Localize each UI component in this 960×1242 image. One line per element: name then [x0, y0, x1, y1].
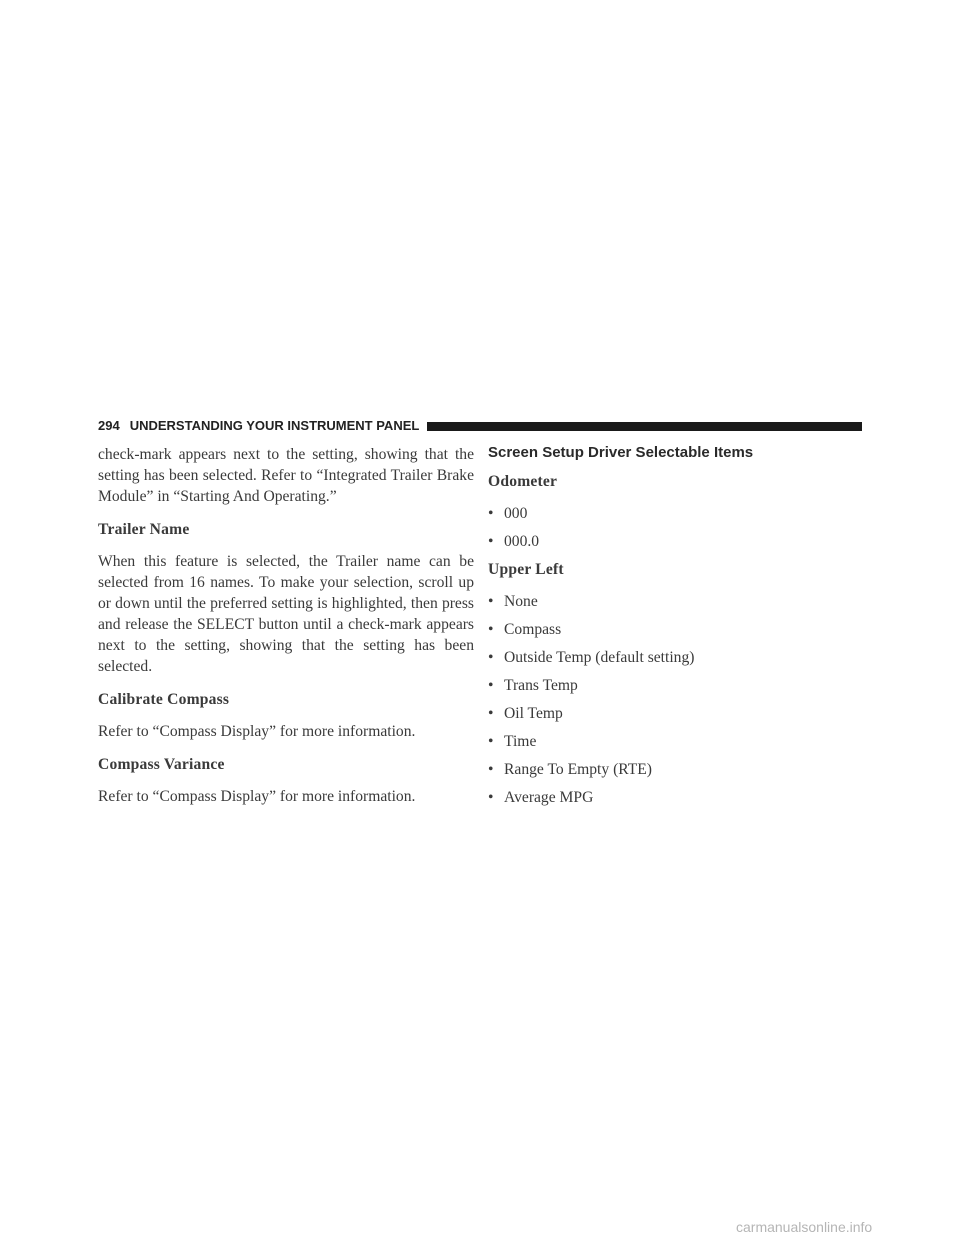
list-item: • None — [488, 591, 864, 612]
section-title: UNDERSTANDING YOUR INSTRUMENT PANEL — [129, 418, 420, 433]
list-item: • 000.0 — [488, 531, 864, 552]
list-item: • Outside Temp (default setting) — [488, 647, 864, 668]
list-item: • Oil Temp — [488, 703, 864, 724]
list-item: • Range To Empty (RTE) — [488, 759, 864, 780]
list-item: • Average MPG — [488, 787, 864, 808]
calibrate-compass-heading: Calibrate Compass — [98, 691, 230, 708]
page-header — [98, 418, 862, 434]
upper-left-list — [488, 591, 864, 808]
calibrate-compass-text: Refer to “Compass Display” for more information. — [98, 723, 416, 740]
header-rule — [427, 422, 862, 431]
right-column — [488, 444, 864, 815]
odometer-list — [488, 503, 864, 552]
intro-paragraph: check-mark appears next to the setting, showing that the setting has been selected. Refer to “Integrated Trailer Brake Module” in “Starting And Operating.” — [98, 446, 474, 505]
list-item: • Time — [488, 731, 864, 752]
watermark-text: carmanualsonline.info — [736, 1219, 873, 1235]
trailer-name-heading: Trailer Name — [98, 521, 190, 538]
compass-variance-text: Refer to “Compass Display” for more information. — [98, 788, 416, 805]
list-item: • Compass — [488, 619, 864, 640]
odometer-heading: Odometer — [488, 473, 558, 490]
page-number: 294 — [98, 418, 120, 433]
list-item: • 000 — [488, 503, 864, 524]
upper-left-heading: Upper Left — [488, 561, 564, 578]
left-column — [98, 444, 474, 819]
list-item: • Trans Temp — [488, 675, 864, 696]
compass-variance-heading: Compass Variance — [98, 756, 225, 773]
trailer-name-text: When this feature is selected, the Trailer name can be selected from 16 names. To make your selection, scroll up or down until the preferred setting is highlighted, then press and release the SELECT button until a check-mark appears next to the setting, showing that the setting has been selected. — [98, 553, 474, 675]
screen-setup-heading: Screen Setup Driver Selectable Items — [488, 444, 754, 461]
